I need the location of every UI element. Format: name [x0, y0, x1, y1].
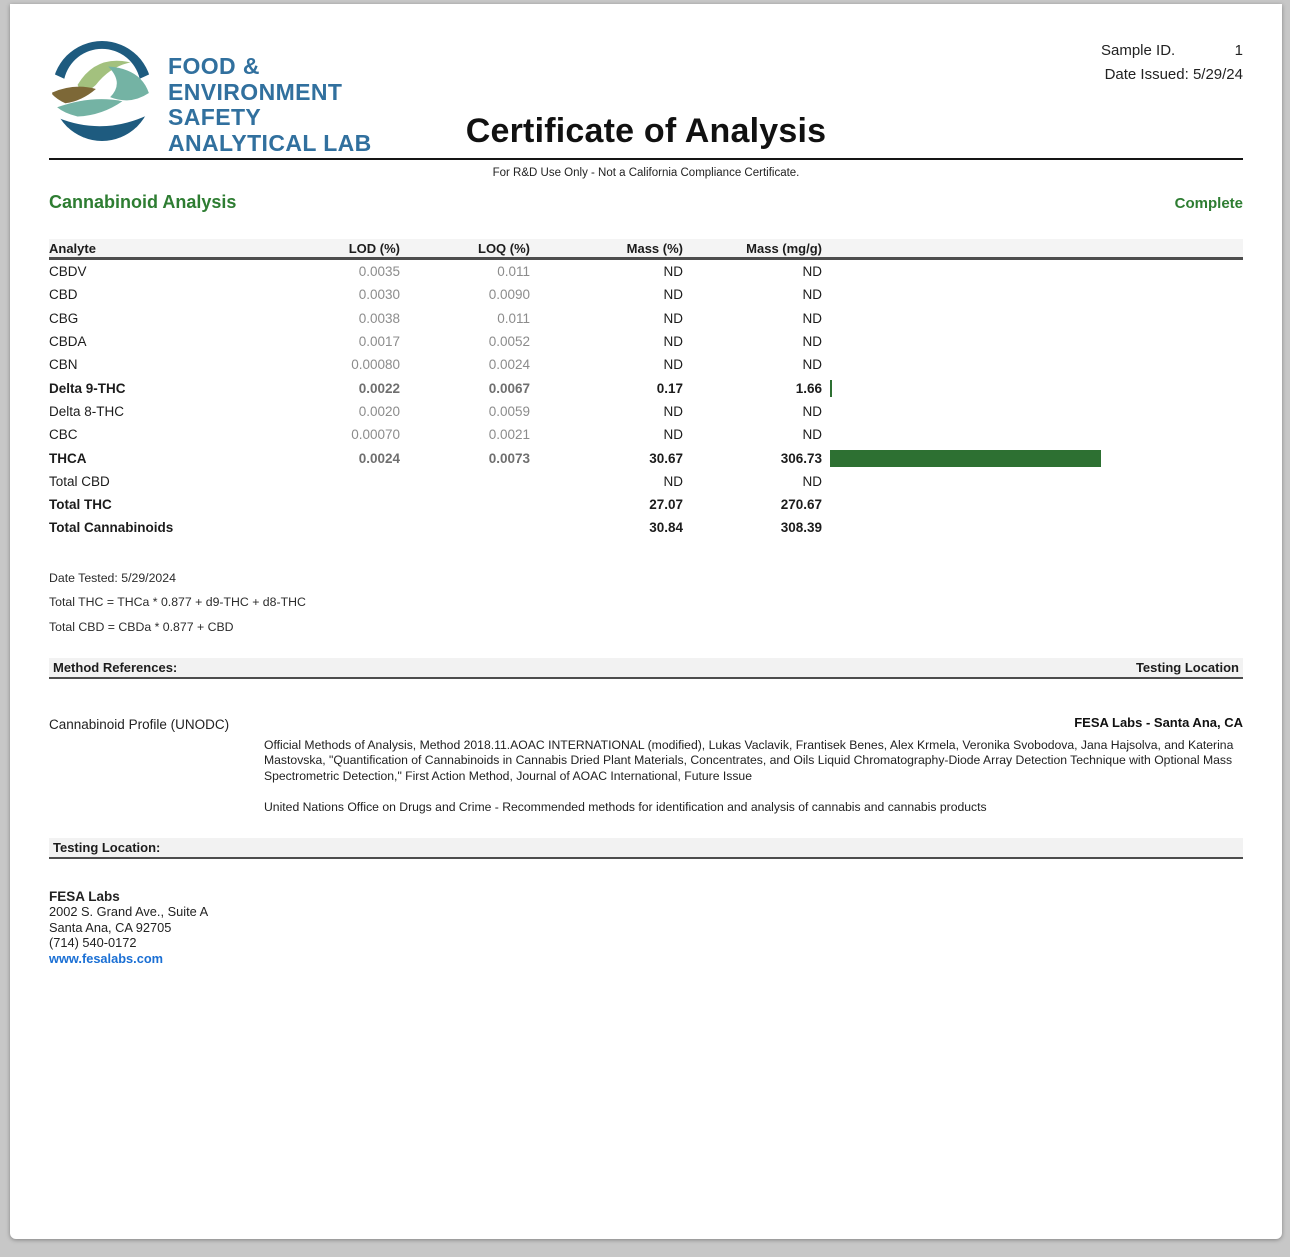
mass-pct-cell: ND	[663, 287, 683, 303]
analyte-cell: CBD	[49, 287, 78, 303]
address-line: 2002 S. Grand Ave., Suite A	[49, 904, 209, 920]
mass-mg-cell: ND	[802, 473, 822, 489]
lod-cell: 0.0020	[358, 403, 400, 419]
lod-cell: 0.0017	[358, 334, 400, 350]
loq-cell: 0.0067	[488, 380, 530, 396]
phone-number: (714) 540-0172	[49, 935, 137, 951]
analyte-cell: Total Cannabinoids	[49, 520, 174, 536]
column-header-analyte: Analyte	[49, 240, 96, 256]
section-heading	[49, 192, 1243, 213]
table-row	[49, 446, 1243, 469]
mass-pct-cell: ND	[663, 310, 683, 326]
analyte-cell: CBC	[49, 427, 78, 443]
mass-mg-cell: ND	[802, 403, 822, 419]
mass-mg-cell: ND	[802, 287, 822, 303]
method-reference-2: United Nations Office on Drugs and Crime - Recommended methods for identification and analysis of cannabis and cannabis products	[264, 799, 987, 814]
lod-cell: 0.0030	[358, 287, 400, 303]
date-tested: Date Tested: 5/29/2024	[49, 570, 176, 585]
mass-mg-cell: ND	[802, 357, 822, 373]
method-references-section	[49, 715, 1243, 816]
mass-mg-cell: ND	[802, 310, 822, 326]
total-cbd-formula: Total CBD = CBDa * 0.877 + CBD	[49, 619, 234, 634]
lod-cell: 0.0035	[358, 264, 400, 280]
testing-location-address	[49, 889, 1243, 967]
table-row	[49, 400, 1243, 423]
table-row	[49, 260, 1243, 283]
bar-cell	[822, 260, 1243, 283]
analyte-cell: CBG	[49, 310, 79, 326]
mass-pct-cell: ND	[663, 357, 683, 373]
mass-pct-cell: 0.17	[656, 380, 683, 396]
header-divider	[49, 158, 1243, 160]
method-references-band	[49, 658, 1243, 679]
table-row	[49, 423, 1243, 446]
lab-name: FESA Labs	[49, 888, 120, 904]
loq-cell: 0.0024	[488, 357, 530, 373]
logo-line: SAFETY	[168, 104, 262, 130]
mass-bar	[830, 450, 1101, 467]
lod-cell: 0.0022	[358, 380, 400, 396]
document-header	[49, 38, 1243, 158]
bar-cell	[822, 376, 1243, 399]
mass-mg-cell: 1.66	[795, 380, 822, 396]
loq-cell: 0.0052	[488, 334, 530, 350]
section-title: Cannabinoid Analysis	[49, 192, 237, 212]
table-row	[49, 516, 1243, 539]
analyte-cell: THCA	[49, 450, 87, 466]
status-badge: Complete	[1174, 195, 1243, 212]
mass-mg-cell: ND	[802, 264, 822, 280]
column-header-mass-pct: Mass (%)	[626, 240, 683, 256]
analyte-table-body	[49, 260, 1243, 540]
total-thc-formula: Total THC = THCa * 0.877 + d9-THC + d8-THC	[49, 595, 306, 610]
loq-cell: 0.011	[497, 264, 530, 280]
loq-cell: 0.0021	[488, 427, 530, 443]
bar-cell	[822, 307, 1243, 330]
mass-pct-cell: 27.07	[649, 497, 683, 513]
lod-cell: 0.0024	[358, 450, 400, 466]
testing-location-band	[49, 838, 1243, 859]
table-row	[49, 493, 1243, 516]
column-header-mass-mg: Mass (mg/g)	[746, 240, 822, 256]
bar-cell	[822, 283, 1243, 306]
mass-bar	[830, 380, 832, 397]
table-row	[49, 353, 1243, 376]
mass-pct-cell: ND	[663, 473, 683, 489]
method-profile-name: Cannabinoid Profile (UNODC)	[49, 716, 230, 732]
loq-cell: 0.0059	[488, 403, 530, 419]
page-title: Certificate of Analysis	[465, 112, 827, 150]
lod-cell: 0.00080	[351, 357, 400, 373]
date-issued: Date Issued: 5/29/24	[1104, 66, 1243, 83]
result-notes	[49, 571, 1243, 634]
bar-cell	[822, 330, 1243, 353]
loq-cell: 0.011	[497, 310, 530, 326]
analyte-cell: Delta 8-THC	[49, 403, 125, 419]
method-references-label: Method References:	[53, 659, 178, 675]
sample-id-value: 1	[1234, 42, 1243, 59]
column-header-lod: LOD (%)	[348, 240, 400, 256]
analyte-cell: Total CBD	[49, 473, 110, 489]
table-row	[49, 376, 1243, 399]
analyte-cell: Delta 9-THC	[49, 380, 126, 396]
table-row	[49, 470, 1243, 493]
mass-pct-cell: ND	[663, 264, 683, 280]
analyte-cell: Total THC	[49, 497, 112, 513]
mass-pct-cell: ND	[663, 334, 683, 350]
bar-cell	[822, 516, 1243, 539]
testing-location-label: Testing Location:	[53, 839, 161, 855]
lod-cell: 0.0038	[358, 310, 400, 326]
loq-cell: 0.0090	[488, 287, 530, 303]
website-link[interactable]: www.fesalabs.com	[49, 950, 164, 966]
analyte-cell: CBDA	[49, 334, 87, 350]
lod-cell: 0.00070	[351, 427, 400, 443]
mass-mg-cell: 306.73	[780, 450, 822, 466]
table-row	[49, 283, 1243, 306]
certificate-page	[10, 4, 1282, 1239]
bar-cell	[822, 493, 1243, 516]
sample-info	[1101, 42, 1243, 83]
bar-cell	[822, 423, 1243, 446]
logo-line: FOOD &	[168, 53, 260, 79]
mass-mg-cell: 308.39	[780, 520, 822, 536]
logo-line: ANALYTICAL LAB	[168, 129, 372, 156]
method-lab-location: FESA Labs - Santa Ana, CA	[1074, 714, 1243, 730]
bar-cell	[822, 353, 1243, 376]
table-row	[49, 307, 1243, 330]
method-reference-1: Official Methods of Analysis, Method 2018.11.AOAC INTERNATIONAL (modified), Lukas Vaclavik, Frantisek Benes, Alex Krmela, Veronika Svobodova, Jana Hajsolva, and Katerina Mastovska, "Quantification of Cannabinoids in Cannabis Dried Plant Materials, Concentrates, and Oils Liquid Chromatography-Diode Array Detection Technique with Optional Mass Spectrometric Detection," First Action Method, Journal of AOAC International, Future Issue	[264, 737, 1234, 784]
loq-cell: 0.0073	[488, 450, 530, 466]
mass-pct-cell: ND	[663, 427, 683, 443]
mass-pct-cell: 30.84	[649, 520, 683, 536]
sample-id-label: Sample ID.	[1101, 42, 1176, 59]
mass-mg-cell: ND	[802, 334, 822, 350]
mass-pct-cell: 30.67	[649, 450, 683, 466]
bar-cell	[822, 400, 1243, 423]
analyte-cell: CBN	[49, 357, 78, 373]
analyte-table	[49, 239, 1243, 540]
mass-pct-cell: ND	[663, 403, 683, 419]
address-line: Santa Ana, CA 92705	[49, 919, 172, 935]
table-header-row	[49, 239, 1243, 260]
logo-line: ENVIRONMENT	[168, 78, 343, 105]
compliance-note: For R&D Use Only - Not a California Compliance Certificate.	[492, 167, 800, 179]
analyte-cell: CBDV	[49, 264, 87, 280]
table-row	[49, 330, 1243, 353]
bar-cell	[822, 446, 1243, 469]
mass-mg-cell: ND	[802, 427, 822, 443]
bar-cell	[822, 470, 1243, 493]
testing-location-column-label: Testing Location	[1135, 659, 1239, 675]
mass-mg-cell: 270.67	[780, 497, 822, 513]
column-header-loq: LOQ (%)	[478, 240, 530, 256]
